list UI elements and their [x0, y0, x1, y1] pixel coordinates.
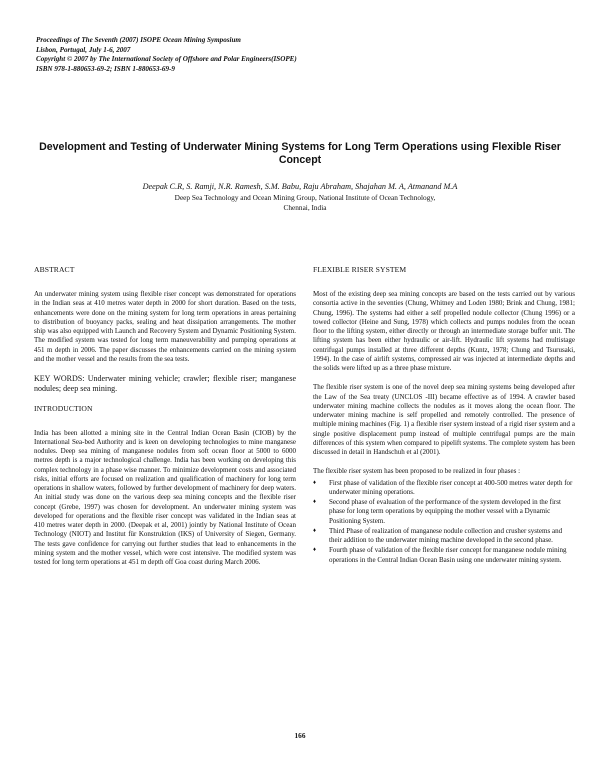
- phase-text: First phase of validation of the flexible riser concept at 400-500 metres water depth for underwater mining operations.: [329, 478, 573, 496]
- header-line-4: ISBN 978-1-880653-69-2; ISBN 1-880653-69-9: [36, 64, 175, 73]
- affiliation-line-1: Deep Sea Technology and Ocean Mining Group, National Institute of Ocean Technology,: [174, 193, 436, 202]
- list-item: [313, 498, 575, 526]
- list-item: [313, 546, 575, 565]
- left-column: [34, 265, 296, 577]
- abstract-heading: ABSTRACT: [34, 265, 75, 274]
- keywords: KEY WORDS: Underwater mining vehicle; crawler; flexible riser; manganese nodules; deep sea mining.: [34, 374, 296, 393]
- right-column: [313, 265, 575, 566]
- phase-text: Fourth phase of validation of the flexible riser concept for manganese nodule mining operations in the Central Indian Ocean Basin using one underwater mining system.: [329, 546, 567, 564]
- header-line-1: Proceedings of The Seventh (2007) ISOPE Ocean Mining Symposium: [36, 36, 241, 44]
- affiliation-line-2: Chennai, India: [283, 203, 327, 212]
- phase-text: Second phase of evaluation of the performance of the system developed in the first phase for long term operations by equipping the mother vessel with a Dynamic Positioning System.: [329, 498, 561, 525]
- author-list: Deepak C.R, S. Ramji, N.R. Ramesh, S.M. Babu, Raju Abraham, Shajahan M. A, Atmanand M.A: [142, 182, 458, 191]
- header-line-3: Copyright © 2007 by The International Society of Offshore and Polar Engineers(ISOPE): [36, 55, 297, 64]
- diamond-bullet-icon: ♦: [313, 527, 317, 534]
- list-item: [313, 479, 575, 498]
- diamond-bullet-icon: ♦: [313, 499, 317, 505]
- flexible-riser-heading: FLEXIBLE RISER SYSTEM: [313, 265, 407, 274]
- phase-text: Third Phase of realization of manganese nodule collection and crusher systems and their addition to the underwater mining machine developed in the second phase.: [329, 526, 563, 544]
- phases-list: [313, 479, 575, 565]
- proceedings-header: [36, 36, 576, 74]
- diamond-bullet-icon: ♦: [313, 547, 317, 554]
- introduction-text: India has been allotted a mining site in the Central Indian Ocean Basin (CIOB) by the International Sea-bed Authority and is keen on developing technologies to mine manganese nodules. Deep sea mining of manganese nodules from soft ocean floor at 5000 to 6000 metres depth is a major technological challenge. India has been working on developing this complex technology in a phase wise manner. To minimize development costs and associated risks, initial efforts are focused on realization and qualification of machinery for long term operations in shallow waters, followed by further development of machinery for deep waters. An initial study was done on the various deep sea mining concepts and the flexible riser concept (Grebe, 1997) was chosen for development. An underwater mining system was developed for operations and the flexible riser concept was validated in the Indian seas at 410 metres water depth in 2000. (Deepak et al, 2001) jointly by National Institute of Ocean Technology (NIOT) and Institut für Konstruktion (IKS) of University of Siegen, Germany. The tests gave confidence for carrying out further studies that lead to enhancements in the mining system and the mother vessel, which were cost intensive. The modified system was tested for long term operations at 451 m depth off Goa coast during March 2006.: [34, 428, 296, 567]
- header-line-2: Lisbon, Portugal, July 1-6, 2007: [36, 45, 131, 54]
- flexible-riser-para-2: The flexible riser system is one of the novel deep sea mining systems being developed after the Law of the Sea treaty (UNCLOS -III) became effective as of 1994. A crawler based underwater mining machine collects the nodules as it moves along the ocean floor. The underwater mining machine is self propelled and remotely controlled. The presence of multiple mining machines (Fig. 1) a flexible riser system instead of a rigid riser system and a single positive displacement pump instead of multiple centrifugal pumps are the main differences of this system when compared to pipelift systems. The complete system has been discussed in detail in Handschuh et al (2001).: [313, 383, 575, 456]
- abstract-text: An underwater mining system using flexible riser concept was demonstrated for operations in the Indian seas at 410 metres water depth in 2000 for short duration. Based on the tests, enhancements were done on the mining system for long term operations in areas pertaining to distribution of buoyancy packs, sealing and heat dissipation arrangements. The mother ship was also equipped with Launch and Recovery System and Dynamic Positioning System. The modified system was tested for long term maneuverability and pumping operations at 451 m depth in 2006. The paper discusses the enhancements carried on the mining system and the mother vessel and the results from the sea tests.: [34, 290, 296, 363]
- phases-intro: The flexible riser system has been proposed to be realized in four phases :: [313, 467, 521, 476]
- page-number: 166: [294, 731, 306, 740]
- diamond-bullet-icon: ♦: [313, 479, 317, 486]
- list-item: [313, 527, 575, 546]
- introduction-heading: INTRODUCTION: [34, 403, 93, 413]
- affiliation: [120, 193, 490, 213]
- paper-title: Development and Testing of Underwater Mining Systems for Long Term Operations using Flexible Riser Concept: [39, 141, 561, 166]
- flexible-riser-para-1: Most of the existing deep sea mining concepts are based on the tests carried out by various consortia active in the seventies (Chung, Whitney and Loden 1980; Brink and Chung, 1981; Chung, 1996). The systems had either a self propelled nodule collector (Chung 1996) or a towed collector (Heine and Sung, 1978) which collects and pumps nodules from the ocean floor to the lifting system, either directly or through an intermediate storage buffer unit. The lifting system has been either hydraulic or air-lift. Hydraulic lift systems had multistage centrifugal pumps installed at three different depths (Kuntz, 1978; Chung and Tsurusaki, 1994). In the case of airlift systems, compressed air was injected at intermediate depths and the solids were lifted up as a three phase mixture.: [313, 290, 575, 372]
